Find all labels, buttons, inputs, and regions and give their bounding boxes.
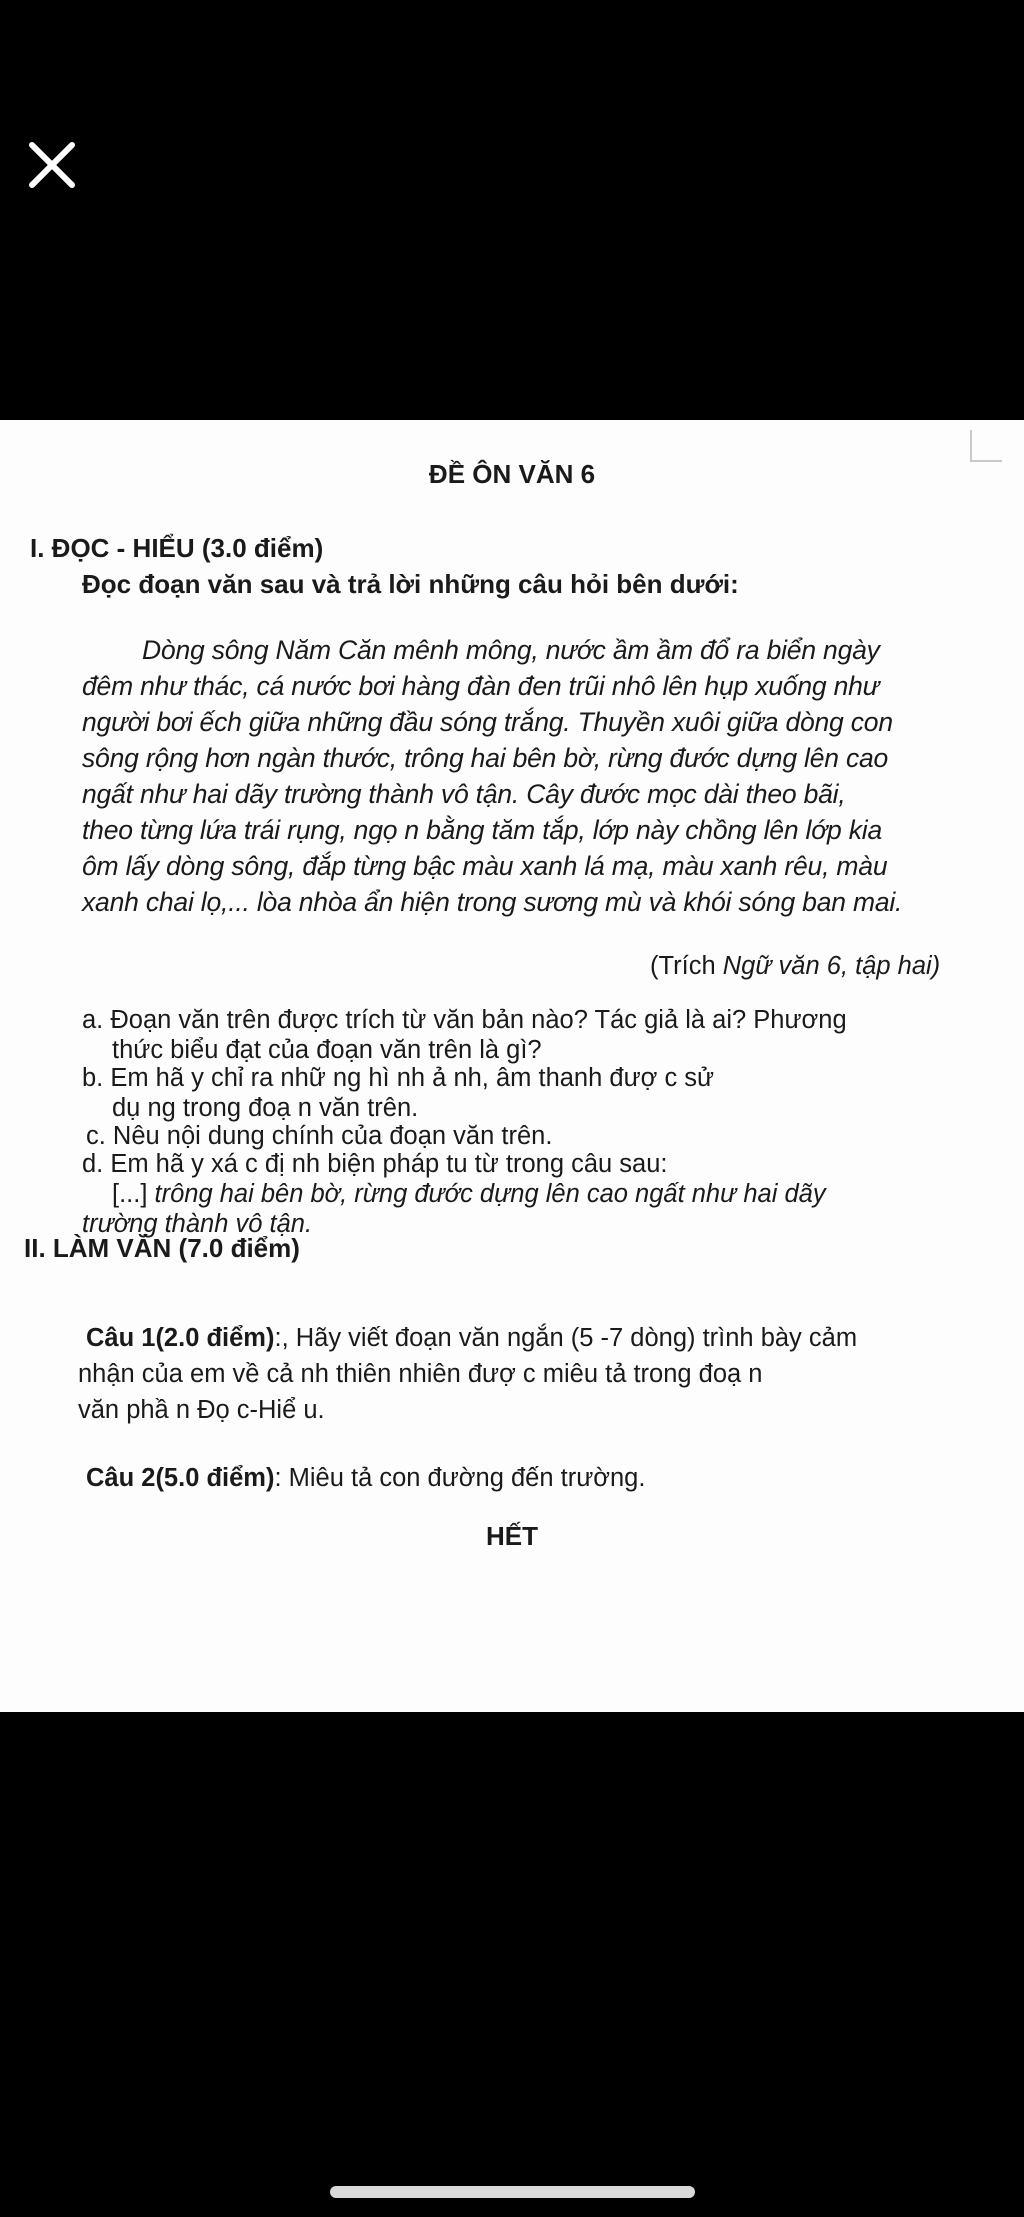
passage-line: theo từng lứa trái rụng, ngọ n bằng tăm tắp, lớp này chồng lên lớp kia xyxy=(82,815,883,845)
section1-heading: I. ĐỌC - HIỂU (3.0 điểm) xyxy=(30,533,324,563)
home-indicator[interactable] xyxy=(330,2186,695,2198)
passage-line: đêm như thác, cá nước bơi hàng đàn đen trũi nhô lên hụp xuống như xyxy=(82,671,880,701)
question-a: a. Đoạn văn trên được trích từ văn bản nào? Tác giả là ai? Phương xyxy=(82,1006,847,1034)
close-icon xyxy=(22,135,82,195)
question-d: d. Em hã y xá c đị nh biện pháp tu từ trong câu sau: xyxy=(82,1150,668,1178)
close-button[interactable] xyxy=(22,135,82,195)
question-b: b. Em hã y chỉ ra nhữ ng hì nh ả nh, âm thanh đượ c sử xyxy=(82,1064,715,1092)
quote-text: trông hai bên bờ, rừng đước dựng lên cao ngất như hai dãy xyxy=(147,1180,826,1208)
passage-line: xanh chai lọ,... lòa nhòa ẩn hiện trong sương mù và khói sóng ban mai. xyxy=(82,887,903,917)
cau1-line2: nhận của em về cả nh thiên nhiên đượ c miêu tả trong đoạ n xyxy=(78,1360,763,1388)
document-title: ĐỀ ÔN VĂN 6 xyxy=(428,459,596,489)
cau1-text: :, Hãy viết đoạn văn ngắn (5 -7 dòng) trình bày cảm xyxy=(274,1324,858,1352)
quote-ellipsis: [...] xyxy=(112,1180,148,1208)
viewer-top-bar xyxy=(0,0,1024,420)
end-marker: HẾT xyxy=(486,1521,538,1551)
passage-line: người bơi ếch giữa những đầu sóng trắng. Thuyền xuôi giữa dòng con xyxy=(82,707,893,737)
section1-instruction: Đọc đoạn văn sau và trả lời những câu hỏi bên dưới: xyxy=(82,569,739,599)
cau2-line xyxy=(86,1462,645,1494)
passage-line: ngất như hai dãy trường thành vô tận. Cây đước mọc dài theo bãi, xyxy=(82,779,846,809)
cau1-line1 xyxy=(86,1322,857,1354)
passage-line: sông rộng hơn ngàn thước, trông hai bên bờ, rừng đước dựng lên cao xyxy=(82,743,889,773)
source-citation xyxy=(650,950,940,982)
passage-line: ôm lấy dòng sông, đắp từng bậc màu xanh lá mạ, màu xanh rêu, màu xyxy=(82,851,888,881)
source-book: Ngữ văn 6, tập hai) xyxy=(722,952,941,980)
quoted-sentence xyxy=(112,1178,826,1210)
cau1-line3: văn phầ n Đọ c-Hiể u. xyxy=(78,1396,325,1424)
viewer-bottom-bar xyxy=(0,1712,1024,2217)
document-image xyxy=(0,420,1024,1712)
section2-heading: II. LÀM VĂN (7.0 điểm) xyxy=(24,1233,300,1263)
question-c: c. Nêu nội dung chính của đoạn văn trên. xyxy=(86,1122,553,1150)
quoted-sentence-cont: trường thành vô tận. xyxy=(82,1210,313,1238)
passage-line: Dòng sông Năm Căn mênh mông, nước ầm ầm đổ ra biển ngày xyxy=(142,635,880,665)
cau2-text: : Miêu tả con đường đến trường. xyxy=(274,1464,646,1492)
question-b-cont: dụ ng trong đoạ n văn trên. xyxy=(112,1094,419,1122)
question-a-cont: thức biểu đạt của đoạn văn trên là gì? xyxy=(112,1036,542,1064)
source-prefix: (Trích xyxy=(650,952,723,980)
cau1-label: Câu 1(2.0 điểm) xyxy=(86,1324,275,1352)
cau2-label: Câu 2(5.0 điểm) xyxy=(86,1464,275,1492)
